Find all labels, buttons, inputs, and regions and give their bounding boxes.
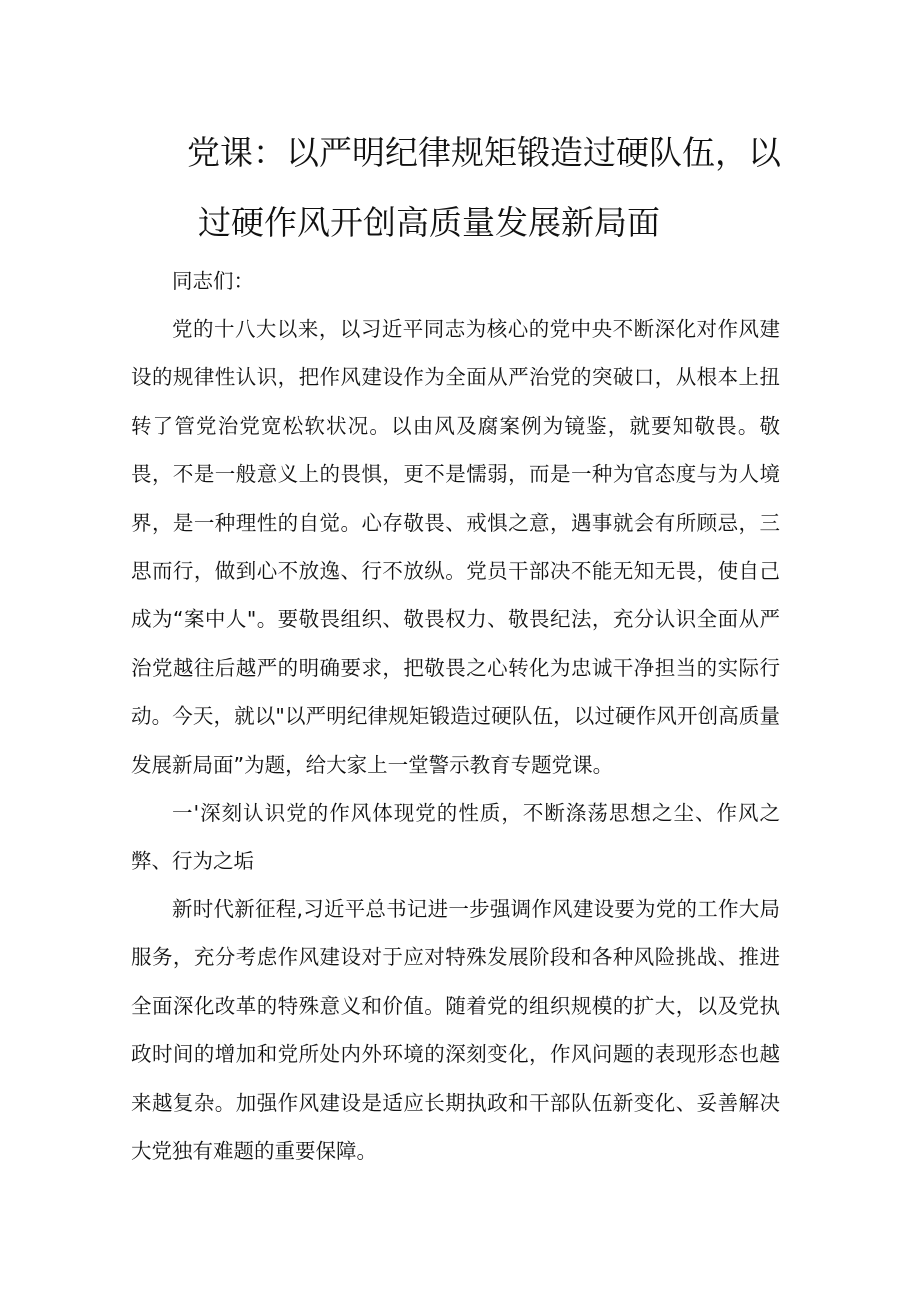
document-title-line-2: 过硬作风开创高质量发展新局面	[198, 203, 660, 242]
document-title-line-1: 党课：以严明纪律规矩锻造过硬队伍，以	[187, 133, 781, 172]
paragraph-section-1: 新时代新征程,习近平总书记进一步强调作风建设要为党的工作大局服务，充分考虑作风建设对于应对特殊发展阶段和各种风险挑战、推进全面深化改革的特殊意义和价值。随着党的组织规模的扩大，以及党执政时间的增加和党所处内外环境的深刻变化，作风问题的表现形态也越来越复杂。加强作风建设是适应长期执政和干部队伍新变化、妥善解决大党独有难题的重要保障。	[131, 897, 780, 1164]
paragraph-intro: 党的十八大以来，以习近平同志为核心的党中央不断深化对作风建设的规律性认识，把作风建设作为全面从严治党的突破口，从根本上扭转了管党治党宽松软状况。以由风及腐案例为镜鉴，就要知敬畏。敬畏，不是一般意义上的畏惧，更不是懦弱，而是一种为官态度与为人境界，是一种理性的自觉。心存敬畏、戒惧之意，遇事就会有所顾忌，三思而行，做到心不放逸、行不放纵。党员干部决不能无知无畏，使自己成为“案中人"。要敬畏组织、敬畏权力、敬畏纪法，充分认识全面从严治党越往后越严的明确要求，把敬畏之心转化为忠诚干净担当的实际行动。今天，就以"以严明纪律规矩锻造过硬队伍，以过硬作风开创高质量发展新局面”为题，给大家上一堂警示教育专题党课。	[131, 317, 780, 777]
section-heading-1: 一'深刻认识党的作风体现党的性质，不断涤荡思想之尘、作风之弊、行为之垢	[131, 801, 780, 874]
salutation: 同志们：	[172, 269, 254, 293]
